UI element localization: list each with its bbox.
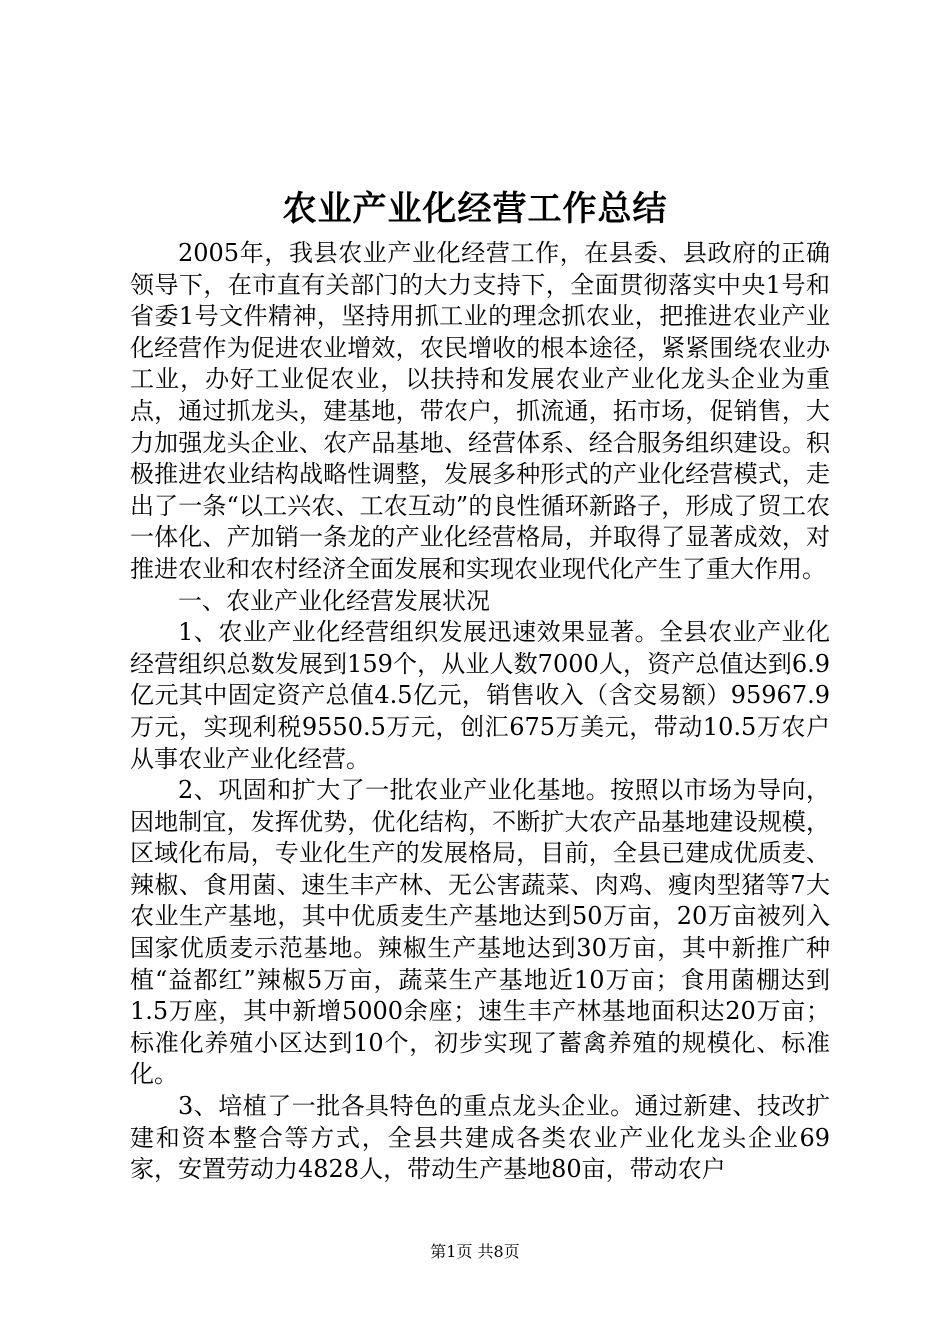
paragraph-intro: 2005年，我县农业产业化经营工作，在县委、县政府的正确领导下，在市直有关部门的大力支持下，全面贯彻落实中央1号和省委1号文件精神，坚持用抓工业的理念抓农业，把推进农业产业化经营作为促进农业增效，农民增收的根本途径，紧紧围绕农业办工业，办好工业促农业，以扶持和发展农业产业化龙头企业为重点，通过抓龙头，建基地，带农户，抓流通，拓市场，促销售，大力加强龙头企业、农产品基地、经营体系、经合服务组织建设。积极推进农业结构战略性调整，发展多种形式的产业化经营模式，走出了一条“以工兴农、工农互动”的良性循环新路子，形成了贸工农一体化、产加销一条龙的产业化经营格局，并取得了显著成效，对推进农业和农村经济全面发展和实现农业现代化产生了重大作用。 <box>130 239 830 583</box>
paragraph-item-2: 2、巩固和扩大了一批农业产业化基地。按照以市场为导向，因地制宜，发挥优势，优化结构，不断扩大农产品基地建设规模，区域化布局，专业化生产的发展格局，目前，全县已建成优质麦、辣椒、食用菌、速生丰产林、无公害蔬菜、肉鸡、瘦肉型猪等7大农业生产基地，其中优质麦生产基地达到50万亩，20万亩被列入国家优质麦示范基地。辣椒生产基地达到30万亩，其中新推广种植“益都红”辣椒5万亩，蔬菜生产基地近10万亩；食用菌棚达到1.5万座，其中新增5000余座；速生丰产林基地面积达20万亩；标准化养殖小区达到10个，初步实现了蓄禽养殖的规模化、标准化。 <box>130 776 830 1089</box>
paragraph-item-1: 1、农业产业化经营组织发展迅速效果显著。全县农业产业化经营组织总数发展到159个，从业人数7000人，资产总值达到6.9亿元其中固定资产总值4.5亿元，销售收入（含交易额）95967.9万元，实现利税9550.5万元，创汇675万美元，带动10.5万农户从事农业产业化经营。 <box>130 618 830 773</box>
section-heading: 一、农业产业化经营发展状况 <box>178 586 490 615</box>
page-number-footer: 第1页 共8页 <box>430 1242 520 1261</box>
paragraph-item-3: 3、培植了一批各具特色的重点龙头企业。通过新建、技改扩建和资本整合等方式，全县共建成各类农业产业化龙头企业69家，安置劳动力4828人，带动生产基地80亩，带动农户 <box>130 1092 830 1184</box>
document-title: 农业产业化经营工作总结 <box>282 189 668 229</box>
document-body <box>130 238 830 1186</box>
